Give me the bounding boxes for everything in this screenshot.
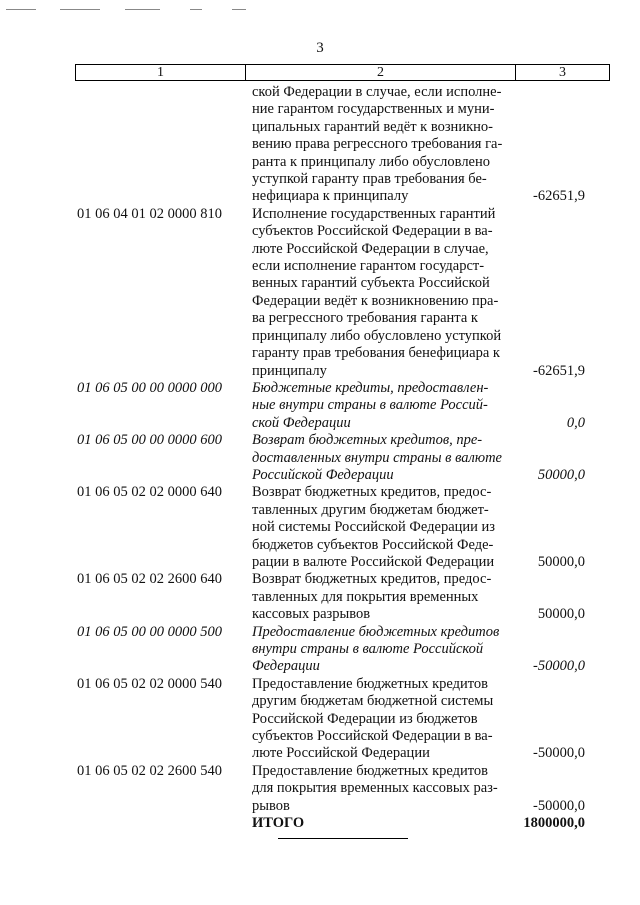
budget-item-name xyxy=(251,815,515,832)
name-line: Возврат бюджетных кредитов, предос- xyxy=(252,484,492,501)
name-line: ципальных гарантий ведёт к возникно- xyxy=(252,118,493,135)
name-line: вению права регрессного требования га- xyxy=(252,136,503,153)
name-line: ные внутри страны в валюте Россий- xyxy=(252,397,488,414)
budget-code: 01 06 05 00 00 0000 600 xyxy=(77,432,222,449)
column-header-amount: 3 xyxy=(559,65,566,80)
name-line: тавленных другим бюджетам бюджет- xyxy=(252,501,489,518)
table-row xyxy=(75,432,610,484)
name-line: Предоставление бюджетных кредитов xyxy=(252,675,488,692)
name-line: если исполнение гарантом государст- xyxy=(252,258,485,275)
page-number: 3 xyxy=(316,40,324,56)
scan-speck xyxy=(190,9,202,10)
amount-value: -62651,9 xyxy=(533,188,585,205)
name-line: субъектов Российской Федерации в ва- xyxy=(252,728,493,745)
name-line: ИТОГО xyxy=(252,815,305,832)
budget-code xyxy=(75,84,251,206)
budget-code: 01 06 04 01 02 0000 810 xyxy=(77,205,222,222)
name-line: субъектов Российской Федерации в ва- xyxy=(252,223,493,240)
budget-code xyxy=(75,815,251,832)
budget-item-name xyxy=(251,84,515,206)
budget-code: 01 06 05 02 02 0000 540 xyxy=(77,675,222,692)
column-header-code: 1 xyxy=(76,65,246,80)
name-line: ние гарантом государственных и муни- xyxy=(252,101,495,118)
total-row xyxy=(75,815,610,832)
closing-rule xyxy=(278,838,408,839)
name-line: Российской Федерации xyxy=(252,466,394,483)
name-line: тавленных для покрытия временных xyxy=(252,588,479,605)
budget-code: 01 06 05 02 02 2600 640 xyxy=(77,571,222,588)
budget-code: 01 06 05 00 00 0000 000 xyxy=(77,379,222,396)
budget-code: 01 06 05 00 00 0000 500 xyxy=(77,623,222,640)
table-row xyxy=(75,206,610,380)
budget-item-name xyxy=(251,432,515,484)
name-line: уступкой гаранту прав требования бе- xyxy=(252,171,487,188)
name-line: нефициара к принципалу xyxy=(252,188,409,205)
budget-item-name xyxy=(251,571,515,623)
budget-table xyxy=(75,84,610,832)
name-line: венных гарантий субъекта Российской xyxy=(252,275,490,292)
budget-item-name xyxy=(251,380,515,432)
name-line: принципалу либо обусловлено уступкой xyxy=(252,327,502,344)
scan-speck xyxy=(125,9,160,10)
table-row xyxy=(75,571,610,623)
table-row xyxy=(75,380,610,432)
name-line: для покрытия временных кассовых раз- xyxy=(252,780,498,797)
scan-speck xyxy=(6,9,36,10)
name-line: Исполнение государственных гарантий xyxy=(252,205,496,222)
budget-item-name xyxy=(251,676,515,763)
table-row xyxy=(75,763,610,815)
amount-value: -50000,0 xyxy=(533,658,585,675)
budget-code: 01 06 05 02 02 2600 540 xyxy=(77,762,222,779)
name-line: Федерации xyxy=(252,658,320,675)
name-line: ной системы Российской Федерации из xyxy=(252,519,496,536)
name-line: гаранту прав требования бенефициара к xyxy=(252,345,500,362)
amount-value: 50000,0 xyxy=(537,606,585,623)
name-line: ской Федерации xyxy=(252,414,351,431)
table-row xyxy=(75,84,610,206)
table-row xyxy=(75,676,610,763)
column-header-name: 2 xyxy=(246,65,516,80)
amount-value: 50000,0 xyxy=(537,553,585,570)
budget-item-name xyxy=(251,624,515,676)
name-line: принципалу xyxy=(252,362,327,379)
name-line: ранта к принципалу либо обусловлено xyxy=(252,153,491,170)
amount-value: -62651,9 xyxy=(533,362,585,379)
scan-speck xyxy=(232,9,246,10)
amount-value: -50000,0 xyxy=(533,745,585,762)
scan-speck xyxy=(60,9,100,10)
name-line: люте Российской Федерации в случае, xyxy=(252,240,489,257)
budget-item-name xyxy=(251,484,515,571)
table-row xyxy=(75,484,610,571)
name-line: Предоставление бюджетных кредитов xyxy=(252,762,488,779)
amount-value: 0,0 xyxy=(566,414,585,431)
name-line: рации в валюте Российской Федерации xyxy=(252,553,495,570)
name-line: другим бюджетам бюджетной системы xyxy=(252,693,494,710)
amount-value: 50000,0 xyxy=(537,466,585,483)
name-line: доставленных внутри страны в валюте xyxy=(252,449,502,466)
column-header-row xyxy=(75,64,610,81)
table-row xyxy=(75,624,610,676)
name-line: внутри страны в валюте Российской xyxy=(252,641,484,657)
name-line: Российской Федерации из бюджетов xyxy=(252,710,478,727)
name-line: бюджетов субъектов Российской Феде- xyxy=(252,536,494,553)
name-line: Бюджетные кредиты, предоставлен- xyxy=(252,379,489,396)
budget-item-name xyxy=(251,763,515,815)
amount-value: -50000,0 xyxy=(533,797,585,814)
name-line: ской Федерации в случае, если исполне- xyxy=(252,84,502,100)
budget-code: 01 06 05 02 02 0000 640 xyxy=(77,484,222,501)
name-line: кассовых разрывов xyxy=(252,606,371,623)
name-line: Федерации ведёт к возникновению пра- xyxy=(252,292,499,309)
name-line: Возврат бюджетных кредитов, пре- xyxy=(252,432,483,449)
name-line: люте Российской Федерации xyxy=(252,745,430,762)
name-line: Возврат бюджетных кредитов, предос- xyxy=(252,571,492,588)
name-line: рывов xyxy=(252,797,290,814)
name-line: Предоставление бюджетных кредитов xyxy=(252,623,500,640)
name-line: ва регрессного требования гаранта к xyxy=(252,310,478,327)
total-amount: 1800000,0 xyxy=(523,815,585,832)
budget-item-name xyxy=(251,206,515,380)
